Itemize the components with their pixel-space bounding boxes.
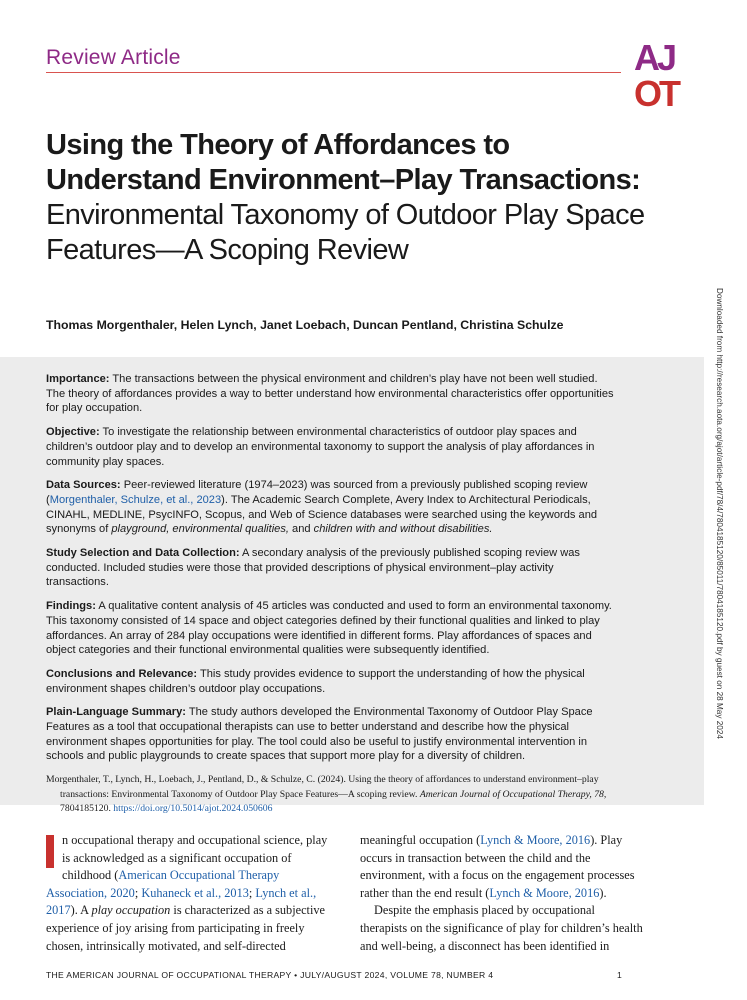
body-c2-c: ).: [599, 885, 607, 900]
data-citation-link[interactable]: Morgenthaler, Schulze, et al., 2023: [49, 493, 222, 506]
article-citation: [46, 773, 614, 817]
abstract-data-sources: [46, 478, 614, 537]
section-label: Review Article: [46, 46, 181, 69]
ref-aota-2020[interactable]: American Occupational Therapy Association, 2020: [46, 868, 280, 900]
abstract-plain-language: [46, 705, 614, 764]
journal-footer: THE AMERICAN JOURNAL OF OCCUPATIONAL THERAPY • JULY/AUGUST 2024, VOLUME 78, NUMBER 4: [46, 970, 494, 980]
body-c1-a: n occupational therapy and occupational science, play is acknowledged as a significant occupation of childhood (: [62, 833, 328, 883]
citation-text: Morgenthaler, T., Lynch, H., Loebach, J., Pentland, D., & Schulze, C. (2024). Using the theory of affordances to understand environment–play transactions: Environmental Taxonomy of Outdoor Play Space Features—A scoping review.: [46, 774, 599, 800]
data-keyword-1: playground, environmental qualities,: [111, 523, 289, 536]
ref-lynch-2017[interactable]: Lynch et al., 2017: [46, 885, 317, 918]
ajot-logo: [634, 40, 694, 110]
download-note: Downloaded from http://research.aota.org/ajot/article-pdf/78/4/7804185120/85011/7804185120.pdf by guest on 28 May 2024: [715, 288, 724, 739]
citation-article-number: 7804185120.: [60, 803, 114, 815]
data-text-1: Peer-reviewed literature (1974–2023) was sourced from a previously published scoping review (: [46, 479, 588, 506]
body-c1-b: ). A: [70, 903, 92, 918]
abstract-objective: [46, 425, 614, 469]
ref-kuhaneck-2013[interactable]: Kuhaneck et al., 2013: [141, 885, 249, 900]
logo-text-bottom: OT: [634, 73, 678, 110]
plain-label: Plain-Language Summary:: [46, 706, 186, 719]
objective-text: To investigate the relationship between environmental characteristics of outdoor play spaces and children’s outdoor play and to develop an environmental taxonomy to support the analysis of play affordances in community play spaces.: [46, 426, 595, 468]
conclusions-label: Conclusions and Relevance:: [46, 667, 198, 680]
title-subtitle: Environmental Taxonomy of Outdoor Play Space Features—A Scoping Review: [46, 199, 645, 266]
ref-lynch-moore-2016-b[interactable]: Lynch & Moore, 2016: [489, 885, 600, 900]
study-text: A secondary analysis of the previously published scoping review was conducted. Included studies were those that provided descriptions of physical environment–play activity transactions.: [46, 547, 580, 589]
findings-text: A qualitative content analysis of 45 articles was conducted and used to form an environmental taxonomy. This taxonomy consisted of 14 space and object categories defined by their functional qualities and linked to play affordances. An array of 284 play occupations were identified in different forms. Play affordances of spaces and object categories and their functional environmental qualities were subsequently identified.: [46, 600, 612, 657]
page-number: 1: [617, 970, 622, 980]
abstract-study-selection: [46, 546, 614, 590]
plain-text: The study authors developed the Environmental Taxonomy of Outdoor Play Space Features as a tool that occupational therapists can use to better understand and describe how the physical environment shapes opportunities for play. The tool could also be useful to justify environmental intervention in schools and public playgrounds to create spaces that support more play for a diversity of children.: [46, 706, 593, 763]
abstract-conclusions: [46, 667, 614, 696]
body-paragraph-1: [46, 832, 330, 955]
body-column-left: [46, 832, 330, 955]
citation-journal: American Journal of Occupational Therapy, 78,: [419, 788, 607, 800]
data-text-2: ). The Academic Search Complete, Avery Index to Architectural Periodicals, CINAHL, MEDLINE, PsycINFO, Scopus, and Web of Science databases were searched using the keywords and synonyms of: [46, 493, 598, 536]
data-keyword-2: children with and without disabilities.: [313, 523, 493, 536]
findings-label: Findings:: [46, 600, 96, 613]
section-rule: [46, 72, 621, 73]
body-c1-sep2: ;: [248, 885, 256, 900]
logo-text-top: AJ: [634, 40, 675, 78]
body-column-right: [360, 832, 644, 955]
conclusions-text: This study provides evidence to support the understanding of how the physical environment shapes children’s outdoor play occupations.: [46, 667, 585, 695]
abstract-importance: [46, 372, 614, 416]
doi-link[interactable]: https://doi.org/10.5014/ajot.2024.050606: [113, 803, 273, 815]
article-title: [46, 128, 646, 268]
body-c2-a: meaningful occupation (: [360, 833, 481, 847]
body-c1-em: play occupation: [91, 903, 171, 918]
study-label: Study Selection and Data Collection:: [46, 547, 240, 560]
body-paragraph-2: [360, 832, 644, 902]
objective-label: Objective:: [46, 426, 100, 439]
body-c2-b: ). Play occurs in transaction between the child and the environment, with a focus on the engagement processes rather than the end result (: [360, 833, 635, 900]
data-label: Data Sources:: [46, 479, 121, 492]
importance-label: Importance:: [46, 373, 110, 385]
body-c1-c: is characterized as a subjective experience of joy arising from participating in freely chosen, intrinsically motivated, and self-directed: [46, 903, 325, 953]
abstract-box: [0, 357, 704, 815]
ref-lynch-moore-2016-a[interactable]: Lynch & Moore, 2016: [480, 833, 591, 847]
importance-text: The transactions between the physical environment and children’s play have not been well studied. The theory of affordances provides a way to better understand how environmental characteristics offer opportunities for play occupation.: [46, 373, 614, 415]
title-bold: Using the Theory of Affordances to Understand Environment–Play Transactions:: [46, 129, 641, 196]
body-c1-sep1: ;: [134, 885, 142, 900]
author-list: Thomas Morgenthaler, Helen Lynch, Janet Loebach, Duncan Pentland, Christina Schulze: [46, 318, 564, 332]
drop-cap-marker: [46, 835, 54, 868]
body-paragraph-3: Despite the emphasis placed by occupational therapists on the significance of play for children’s health and well-being, a disconnect has been identified in: [360, 903, 643, 953]
data-and: and: [288, 523, 314, 536]
abstract-findings: [46, 599, 614, 658]
